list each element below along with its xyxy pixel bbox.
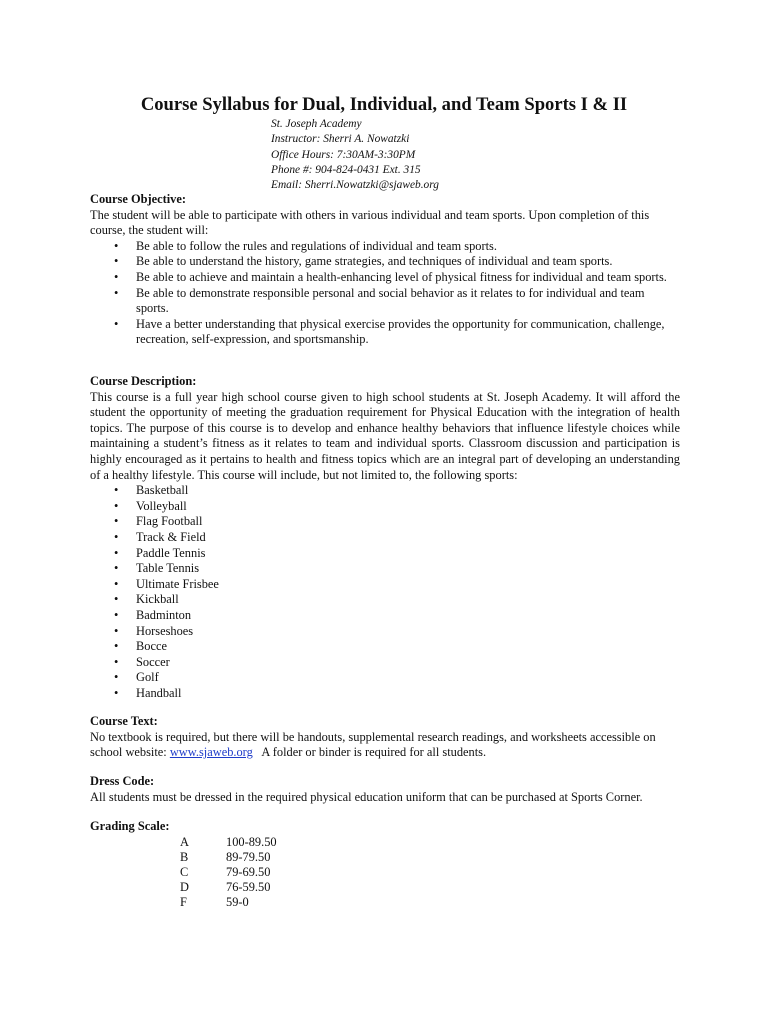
sport-item [90,670,680,686]
description-text: This course is a full year high school course given to high school students at St. Joseph Academy. It will afford the student the opportunity of meeting the graduation requirement for Physical Education with the integration of health topics. The purpose of this course is to develop and enhance healthy behaviors that influence lifestyle choices while maintaining a student’s fitness as it relates to team and individual sports. Classroom discussion and participation is highly encouraged as it pertains to health and fitness topics which are an integral part of developing an understanding of a healthy lifestyle. This course will include, but not limited to, the following sports: [90,389,680,482]
sport-name: Kickball [136,592,179,607]
course-text-note: A folder or binder is required for all students. [252,745,487,760]
sport-name: Ultimate Frisbee [136,576,219,591]
objective-item-text: Be able to follow the rules and regulations of individual and team sports. [136,238,497,253]
grade-range: 100-89.50 [226,834,277,849]
office-hours: Office Hours: 7:30AM-3:30PM [271,148,416,161]
objective-item [90,239,680,255]
objective-intro: The student will be able to participate with others in various individual and team sports. Upon completion of this course, the student will: [90,207,650,238]
sport-item [90,624,680,640]
sport-item [90,639,680,655]
objective-item-text: Be able to demonstrate responsible personal and social behavior as it relates to for individual and team sports. [136,285,645,316]
sports-list [90,483,680,701]
sport-item [90,577,680,593]
objective-item [90,254,680,270]
bullet-icon: • [114,498,119,513]
sport-name: Golf [136,670,159,685]
objective-item [90,270,680,286]
dress-code-section [90,774,680,805]
grade-letter: A [180,834,189,849]
grade-range: 89-79.50 [226,849,271,864]
objective-item-text: Have a better understanding that physical exercise provides the opportunity for communication, challenge, recreation, self-expression, and sportsmanship. [136,316,665,347]
table-row [180,865,277,880]
sport-name: Paddle Tennis [136,545,206,560]
grading-heading: Grading Scale: [90,819,170,833]
grade-range: 76-59.50 [226,880,271,895]
grade-letter: C [180,865,189,879]
bullet-icon: • [114,285,119,300]
grade-range: 59-0 [226,895,249,910]
grade-range: 79-69.50 [226,865,271,879]
objective-item-text: Be able to achieve and maintain a health-enhancing level of physical fitness for individual and team sports. [136,269,667,284]
sport-item [90,546,680,562]
instructor-name: Instructor: Sherri A. Nowatzki [271,133,410,146]
objective-section [90,192,680,348]
course-text-body [90,730,680,761]
page-title: Course Syllabus for Dual, Individual, and Team Sports I & II [140,94,628,115]
sport-item [90,499,680,515]
bullet-icon: • [114,514,119,529]
sport-item [90,483,680,499]
phone-number: Phone #: 904-824-0431 Ext. 315 [271,163,421,176]
sport-item [90,608,680,624]
sport-item [90,655,680,671]
objective-heading: Course Objective: [90,192,186,206]
table-row [180,850,277,865]
grade-letter: D [180,880,189,895]
objective-item [90,286,680,317]
bullet-icon: • [114,545,119,560]
grade-letter: B [180,849,189,864]
bullet-icon: • [114,238,119,253]
sport-item [90,686,680,702]
bullet-icon: • [114,592,119,607]
description-heading: Course Description: [90,374,197,388]
school-website-link[interactable]: www.sjaweb.org [169,745,253,760]
bullet-icon: • [114,254,119,269]
sport-name: Table Tennis [136,561,200,576]
sport-item [90,592,680,608]
sport-name: Flag Football [136,514,203,529]
bullet-icon: • [114,576,119,591]
sport-name: Bocce [136,639,167,654]
sport-name: Track & Field [136,529,206,544]
bullet-icon: • [114,623,119,638]
table-row [180,835,277,850]
table-row [180,895,277,910]
sport-name: Badminton [136,607,192,622]
grading-section [90,819,680,911]
sport-name: Handball [136,685,182,700]
contact-info [271,117,439,193]
objective-item-text: Be able to understand the history, game strategies, and techniques of individual and team sports. [136,254,613,269]
table-row [180,880,277,895]
grading-table [180,835,277,911]
bullet-icon: • [114,670,119,685]
bullet-icon: • [114,316,119,331]
sport-name: Basketball [136,483,189,498]
sport-name: Soccer [136,654,170,669]
bullet-icon: • [114,483,119,498]
dress-code-text: All students must be dressed in the required physical education uniform that can be purchased at Sports Corner. [90,789,643,804]
bullet-icon: • [114,685,119,700]
email-address: Email: Sherri.Nowatzki@sjaweb.org [271,179,439,192]
course-text-intro: No textbook is required, but there will be handouts, supplemental research readings, and worksheets accessible on school website: [90,729,656,760]
dress-code-heading: Dress Code: [90,774,155,788]
grade-letter: F [180,895,187,910]
bullet-icon: • [114,607,119,622]
sport-name: Volleyball [136,498,187,513]
course-text-section [90,714,680,761]
description-section [90,374,680,701]
objective-list [90,239,680,348]
sport-item [90,561,680,577]
bullet-icon: • [114,639,119,654]
bullet-icon: • [114,269,119,284]
school-name: St. Joseph Academy [271,118,362,130]
objective-item [90,317,680,348]
sport-item [90,514,680,530]
bullet-icon: • [114,561,119,576]
sport-name: Horseshoes [136,623,194,638]
bullet-icon: • [114,529,119,544]
course-text-heading: Course Text: [90,714,158,728]
bullet-icon: • [114,654,119,669]
sport-item [90,530,680,546]
